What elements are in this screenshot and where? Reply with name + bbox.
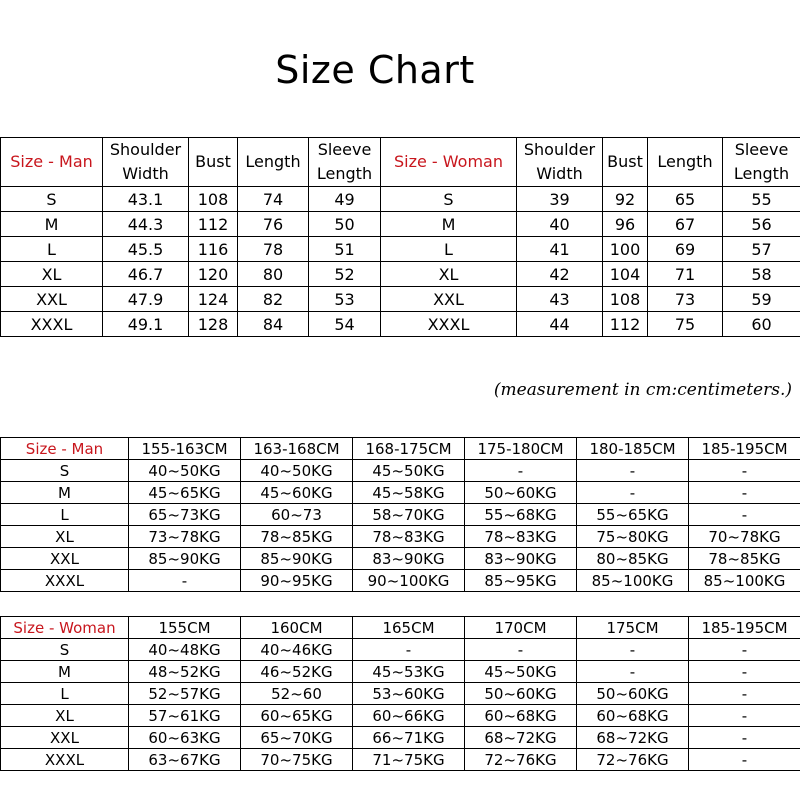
weight-cell: 85~95KG	[465, 570, 577, 592]
woman-measure-cell: 92	[603, 187, 648, 212]
man-measure-cell: 47.9	[103, 287, 189, 312]
weight-cell: 70~75KG	[241, 749, 353, 771]
table-row	[1, 548, 800, 570]
weight-cell: -	[689, 482, 800, 504]
size-cell: S	[1, 639, 129, 661]
table-row	[1, 727, 800, 749]
man-length-header: Length	[238, 138, 309, 187]
weight-cell: 78~85KG	[241, 526, 353, 548]
woman-weight-size-label: Size - Woman	[1, 617, 129, 639]
weight-cell: 46~52KG	[241, 661, 353, 683]
table-row	[1, 312, 800, 337]
man-weight-header-row	[1, 438, 800, 460]
measurement-note: (measurement in cm:centimeters.)	[493, 380, 792, 400]
weight-cell: -	[689, 683, 800, 705]
man-measure-cell: 128	[189, 312, 238, 337]
weight-cell: -	[689, 749, 800, 771]
weight-cell: -	[577, 639, 689, 661]
table-row	[1, 705, 800, 727]
weight-cell: 63~67KG	[129, 749, 241, 771]
weight-cell: 52~57KG	[129, 683, 241, 705]
man-size-cell: XXL	[1, 287, 103, 312]
weight-cell: 40~50KG	[241, 460, 353, 482]
weight-cell: 50~60KG	[577, 683, 689, 705]
woman-bust-header: Bust	[603, 138, 648, 187]
weight-cell: 50~60KG	[465, 482, 577, 504]
weight-cell: -	[689, 504, 800, 526]
woman-shoulder-header: Shoulder Width	[517, 138, 603, 187]
weight-cell: -	[689, 460, 800, 482]
measurement-table	[0, 137, 800, 337]
table-row	[1, 661, 800, 683]
woman-size-cell: L	[381, 237, 517, 262]
man-measure-cell: 76	[238, 212, 309, 237]
weight-cell: -	[353, 639, 465, 661]
weight-cell: 90~100KG	[353, 570, 465, 592]
weight-cell: 45~58KG	[353, 482, 465, 504]
woman-measure-cell: 58	[723, 262, 800, 287]
page-title: Size Chart	[275, 48, 475, 92]
woman-weight-table	[0, 616, 800, 771]
weight-cell: 60~73	[241, 504, 353, 526]
man-measure-cell: 112	[189, 212, 238, 237]
table-row	[1, 639, 800, 661]
woman-measure-cell: 55	[723, 187, 800, 212]
size-cell: XXXL	[1, 749, 129, 771]
weight-cell: 78~83KG	[465, 526, 577, 548]
woman-measure-cell: 40	[517, 212, 603, 237]
weight-cell: 53~60KG	[353, 683, 465, 705]
size-cell: L	[1, 504, 129, 526]
weight-cell: 78~85KG	[689, 548, 800, 570]
table-row	[1, 504, 800, 526]
weight-cell: 72~76KG	[465, 749, 577, 771]
woman-measure-cell: 43	[517, 287, 603, 312]
man-measure-cell: 51	[309, 237, 381, 262]
weight-cell: -	[577, 482, 689, 504]
measurement-header-row	[1, 138, 800, 187]
man-bust-header: Bust	[189, 138, 238, 187]
woman-length-header: Length	[648, 138, 723, 187]
woman-measure-cell: 57	[723, 237, 800, 262]
man-measure-cell: 46.7	[103, 262, 189, 287]
woman-measure-cell: 104	[603, 262, 648, 287]
weight-cell: 52~60	[241, 683, 353, 705]
table-row	[1, 187, 800, 212]
weight-cell: 45~50KG	[353, 460, 465, 482]
man-weight-size-label: Size - Man	[1, 438, 129, 460]
man-measure-cell: 44.3	[103, 212, 189, 237]
table-row	[1, 287, 800, 312]
man-measure-cell: 84	[238, 312, 309, 337]
weight-cell: 80~85KG	[577, 548, 689, 570]
weight-cell: 45~60KG	[241, 482, 353, 504]
woman-measure-cell: 39	[517, 187, 603, 212]
size-cell: L	[1, 683, 129, 705]
table-row	[1, 749, 800, 771]
man-sleeve-header: Sleeve Length	[309, 138, 381, 187]
woman-measure-cell: 60	[723, 312, 800, 337]
woman-measure-cell: 96	[603, 212, 648, 237]
woman-measure-cell: 69	[648, 237, 723, 262]
woman-measure-cell: 100	[603, 237, 648, 262]
weight-cell: 78~83KG	[353, 526, 465, 548]
table-row	[1, 237, 800, 262]
man-measure-cell: 43.1	[103, 187, 189, 212]
weight-cell: 75~80KG	[577, 526, 689, 548]
man-measure-cell: 108	[189, 187, 238, 212]
height-header: 163-168CM	[241, 438, 353, 460]
man-shoulder-header: Shoulder Width	[103, 138, 189, 187]
weight-cell: -	[689, 639, 800, 661]
table-row	[1, 262, 800, 287]
size-cell: S	[1, 460, 129, 482]
weight-cell: 70~78KG	[689, 526, 800, 548]
height-header: 160CM	[241, 617, 353, 639]
table-row	[1, 570, 800, 592]
weight-cell: 60~65KG	[241, 705, 353, 727]
weight-cell: 60~66KG	[353, 705, 465, 727]
height-header: 155-163CM	[129, 438, 241, 460]
woman-measure-cell: 59	[723, 287, 800, 312]
woman-measure-cell: 75	[648, 312, 723, 337]
woman-measure-cell: 44	[517, 312, 603, 337]
weight-cell: 85~90KG	[241, 548, 353, 570]
man-size-cell: M	[1, 212, 103, 237]
weight-cell: 68~72KG	[577, 727, 689, 749]
weight-cell: 48~52KG	[129, 661, 241, 683]
weight-cell: 65~70KG	[241, 727, 353, 749]
weight-cell: -	[129, 570, 241, 592]
woman-size-cell: S	[381, 187, 517, 212]
weight-cell: 85~100KG	[689, 570, 800, 592]
weight-cell: 68~72KG	[465, 727, 577, 749]
weight-cell: -	[689, 705, 800, 727]
weight-cell: 83~90KG	[465, 548, 577, 570]
woman-measure-cell: 112	[603, 312, 648, 337]
weight-cell: 85~100KG	[577, 570, 689, 592]
woman-measure-cell: 56	[723, 212, 800, 237]
size-cell: XXL	[1, 548, 129, 570]
man-measure-cell: 78	[238, 237, 309, 262]
man-size-cell: XXXL	[1, 312, 103, 337]
table-row	[1, 460, 800, 482]
man-size-cell: XL	[1, 262, 103, 287]
weight-cell: 45~50KG	[465, 661, 577, 683]
man-measure-cell: 74	[238, 187, 309, 212]
weight-cell: 60~68KG	[465, 705, 577, 727]
man-measure-cell: 49	[309, 187, 381, 212]
man-measure-cell: 50	[309, 212, 381, 237]
weight-cell: 40~50KG	[129, 460, 241, 482]
size-cell: XL	[1, 705, 129, 727]
woman-size-cell: M	[381, 212, 517, 237]
weight-cell: 73~78KG	[129, 526, 241, 548]
weight-cell: 55~68KG	[465, 504, 577, 526]
weight-cell: -	[689, 727, 800, 749]
weight-cell: 58~70KG	[353, 504, 465, 526]
weight-cell: 40~48KG	[129, 639, 241, 661]
size-cell: XXXL	[1, 570, 129, 592]
weight-cell: 40~46KG	[241, 639, 353, 661]
weight-cell: 50~60KG	[465, 683, 577, 705]
man-measure-cell: 49.1	[103, 312, 189, 337]
size-cell: XL	[1, 526, 129, 548]
weight-cell: -	[465, 639, 577, 661]
man-measure-cell: 116	[189, 237, 238, 262]
weight-cell: -	[577, 460, 689, 482]
weight-cell: 60~68KG	[577, 705, 689, 727]
height-header: 168-175CM	[353, 438, 465, 460]
height-header: 175CM	[577, 617, 689, 639]
weight-cell: 55~65KG	[577, 504, 689, 526]
size-cell: M	[1, 661, 129, 683]
weight-cell: 65~73KG	[129, 504, 241, 526]
height-header: 165CM	[353, 617, 465, 639]
height-header: 175-180CM	[465, 438, 577, 460]
weight-cell: 90~95KG	[241, 570, 353, 592]
man-size-label: Size - Man	[1, 138, 103, 187]
weight-cell: 57~61KG	[129, 705, 241, 727]
man-measure-cell: 52	[309, 262, 381, 287]
weight-cell: 60~63KG	[129, 727, 241, 749]
height-header: 155CM	[129, 617, 241, 639]
weight-cell: 71~75KG	[353, 749, 465, 771]
man-size-cell: L	[1, 237, 103, 262]
height-header: 185-195CM	[689, 438, 800, 460]
weight-cell: 66~71KG	[353, 727, 465, 749]
woman-measure-cell: 42	[517, 262, 603, 287]
weight-cell: -	[465, 460, 577, 482]
man-measure-cell: 54	[309, 312, 381, 337]
woman-measure-cell: 71	[648, 262, 723, 287]
woman-measure-cell: 108	[603, 287, 648, 312]
woman-weight-header-row	[1, 617, 800, 639]
woman-sleeve-header: Sleeve Length	[723, 138, 800, 187]
man-measure-cell: 53	[309, 287, 381, 312]
woman-size-label: Size - Woman	[381, 138, 517, 187]
man-measure-cell: 80	[238, 262, 309, 287]
height-header: 170CM	[465, 617, 577, 639]
man-size-cell: S	[1, 187, 103, 212]
weight-cell: 83~90KG	[353, 548, 465, 570]
man-measure-cell: 45.5	[103, 237, 189, 262]
table-row	[1, 212, 800, 237]
weight-cell: 72~76KG	[577, 749, 689, 771]
size-cell: XXL	[1, 727, 129, 749]
table-row	[1, 683, 800, 705]
weight-cell: -	[577, 661, 689, 683]
height-header: 180-185CM	[577, 438, 689, 460]
man-measure-cell: 120	[189, 262, 238, 287]
height-header: 185-195CM	[689, 617, 800, 639]
woman-size-cell: XXXL	[381, 312, 517, 337]
woman-size-cell: XL	[381, 262, 517, 287]
weight-cell: -	[689, 661, 800, 683]
weight-cell: 85~90KG	[129, 548, 241, 570]
weight-cell: 45~53KG	[353, 661, 465, 683]
man-measure-cell: 124	[189, 287, 238, 312]
table-row	[1, 526, 800, 548]
man-weight-table	[0, 437, 800, 592]
man-measure-cell: 82	[238, 287, 309, 312]
woman-measure-cell: 67	[648, 212, 723, 237]
woman-measure-cell: 73	[648, 287, 723, 312]
woman-measure-cell: 41	[517, 237, 603, 262]
table-row	[1, 482, 800, 504]
woman-measure-cell: 65	[648, 187, 723, 212]
weight-cell: 45~65KG	[129, 482, 241, 504]
woman-size-cell: XXL	[381, 287, 517, 312]
size-cell: M	[1, 482, 129, 504]
